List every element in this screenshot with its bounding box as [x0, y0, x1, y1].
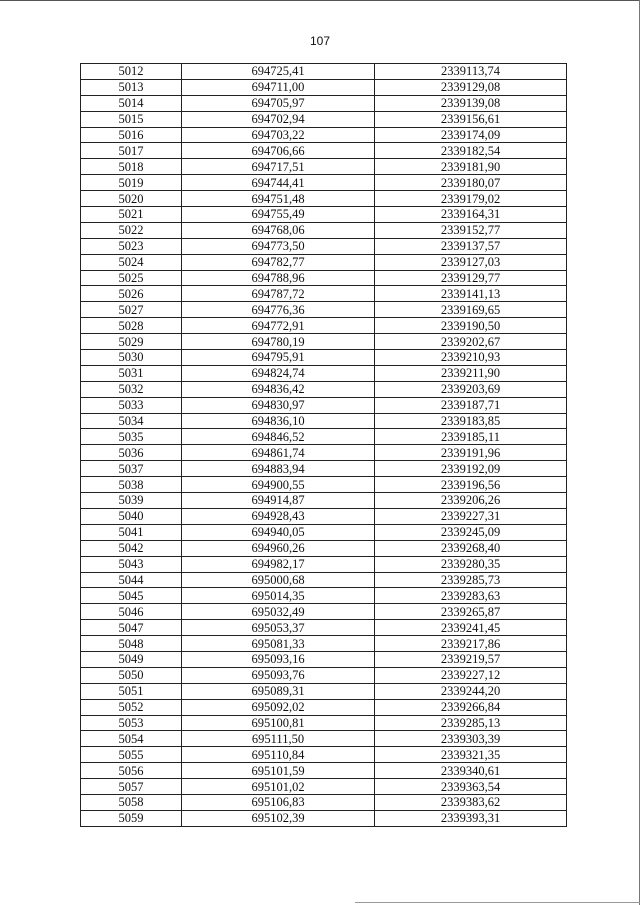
y-coordinate-cell: 2339285,13 — [375, 715, 567, 731]
table-row — [81, 524, 567, 540]
table-row — [81, 318, 567, 334]
y-coordinate-cell: 2339268,40 — [375, 540, 567, 556]
point-number-cell: 5052 — [81, 699, 182, 715]
point-number-cell: 5043 — [81, 556, 182, 572]
y-coordinate-cell: 2339217,86 — [375, 636, 567, 652]
x-coordinate-cell: 694795,91 — [182, 350, 375, 366]
y-coordinate-cell: 2339219,57 — [375, 651, 567, 667]
point-number-cell: 5013 — [81, 79, 182, 95]
y-coordinate-cell: 2339169,65 — [375, 302, 567, 318]
x-coordinate-cell: 694883,94 — [182, 461, 375, 477]
table-row — [81, 572, 567, 588]
table-row — [81, 683, 567, 699]
x-coordinate-cell: 695093,16 — [182, 651, 375, 667]
point-number-cell: 5021 — [81, 207, 182, 223]
table-row — [81, 365, 567, 381]
point-number-cell: 5028 — [81, 318, 182, 334]
table-row — [81, 779, 567, 795]
x-coordinate-cell: 695081,33 — [182, 636, 375, 652]
table-row — [81, 254, 567, 270]
y-coordinate-cell: 2339182,54 — [375, 143, 567, 159]
point-number-cell: 5035 — [81, 429, 182, 445]
x-coordinate-cell: 694846,52 — [182, 429, 375, 445]
x-coordinate-cell: 695032,49 — [182, 604, 375, 620]
table-row — [81, 604, 567, 620]
x-coordinate-cell: 694830,97 — [182, 397, 375, 413]
point-number-cell: 5041 — [81, 524, 182, 540]
x-coordinate-cell: 694751,48 — [182, 191, 375, 207]
y-coordinate-cell: 2339141,13 — [375, 286, 567, 302]
point-number-cell: 5022 — [81, 222, 182, 238]
table-row — [81, 810, 567, 826]
point-number-cell: 5015 — [81, 111, 182, 127]
point-number-cell: 5029 — [81, 334, 182, 350]
point-number-cell: 5034 — [81, 413, 182, 429]
y-coordinate-cell: 2339227,12 — [375, 667, 567, 683]
x-coordinate-cell: 694782,77 — [182, 254, 375, 270]
point-number-cell: 5046 — [81, 604, 182, 620]
y-coordinate-cell: 2339245,09 — [375, 524, 567, 540]
x-coordinate-cell: 694836,42 — [182, 381, 375, 397]
x-coordinate-cell: 694772,91 — [182, 318, 375, 334]
x-coordinate-cell: 695014,35 — [182, 588, 375, 604]
table-row — [81, 556, 567, 572]
y-coordinate-cell: 2339156,61 — [375, 111, 567, 127]
x-coordinate-cell: 694744,41 — [182, 175, 375, 191]
x-coordinate-cell: 694703,22 — [182, 127, 375, 143]
y-coordinate-cell: 2339393,31 — [375, 810, 567, 826]
x-coordinate-cell: 695110,84 — [182, 747, 375, 763]
point-number-cell: 5025 — [81, 270, 182, 286]
y-coordinate-cell: 2339187,71 — [375, 397, 567, 413]
x-coordinate-cell: 694780,19 — [182, 334, 375, 350]
point-number-cell: 5049 — [81, 651, 182, 667]
table-row — [81, 111, 567, 127]
y-coordinate-cell: 2339211,90 — [375, 365, 567, 381]
point-number-cell: 5056 — [81, 763, 182, 779]
point-number-cell: 5024 — [81, 254, 182, 270]
table-row — [81, 540, 567, 556]
y-coordinate-cell: 2339180,07 — [375, 175, 567, 191]
x-coordinate-cell: 694788,96 — [182, 270, 375, 286]
y-coordinate-cell: 2339285,73 — [375, 572, 567, 588]
y-coordinate-cell: 2339227,31 — [375, 508, 567, 524]
table-row — [81, 143, 567, 159]
table-row — [81, 397, 567, 413]
x-coordinate-cell: 695000,68 — [182, 572, 375, 588]
y-coordinate-cell: 2339129,77 — [375, 270, 567, 286]
x-coordinate-cell: 694836,10 — [182, 413, 375, 429]
table-row — [81, 715, 567, 731]
coordinates-table-body — [81, 64, 567, 827]
point-number-cell: 5018 — [81, 159, 182, 175]
y-coordinate-cell: 2339244,20 — [375, 683, 567, 699]
y-coordinate-cell: 2339183,85 — [375, 413, 567, 429]
y-coordinate-cell: 2339321,35 — [375, 747, 567, 763]
point-number-cell: 5019 — [81, 175, 182, 191]
point-number-cell: 5014 — [81, 95, 182, 111]
x-coordinate-cell: 694787,72 — [182, 286, 375, 302]
table-row — [81, 429, 567, 445]
point-number-cell: 5030 — [81, 350, 182, 366]
table-row — [81, 763, 567, 779]
point-number-cell: 5038 — [81, 477, 182, 493]
point-number-cell: 5057 — [81, 779, 182, 795]
table-row — [81, 286, 567, 302]
y-coordinate-cell: 2339190,50 — [375, 318, 567, 334]
x-coordinate-cell: 694773,50 — [182, 238, 375, 254]
table-row — [81, 79, 567, 95]
y-coordinate-cell: 2339191,96 — [375, 445, 567, 461]
table-row — [81, 270, 567, 286]
table-row — [81, 493, 567, 509]
point-number-cell: 5059 — [81, 810, 182, 826]
point-number-cell: 5047 — [81, 620, 182, 636]
point-number-cell: 5053 — [81, 715, 182, 731]
x-coordinate-cell: 695089,31 — [182, 683, 375, 699]
table-row — [81, 731, 567, 747]
x-coordinate-cell: 694928,43 — [182, 508, 375, 524]
point-number-cell: 5054 — [81, 731, 182, 747]
y-coordinate-cell: 2339164,31 — [375, 207, 567, 223]
table-row — [81, 620, 567, 636]
x-coordinate-cell: 694702,94 — [182, 111, 375, 127]
point-number-cell: 5040 — [81, 508, 182, 524]
y-coordinate-cell: 2339266,84 — [375, 699, 567, 715]
x-coordinate-cell: 694768,06 — [182, 222, 375, 238]
y-coordinate-cell: 2339127,03 — [375, 254, 567, 270]
table-row — [81, 445, 567, 461]
table-row — [81, 95, 567, 111]
x-coordinate-cell: 694982,17 — [182, 556, 375, 572]
point-number-cell: 5027 — [81, 302, 182, 318]
point-number-cell: 5051 — [81, 683, 182, 699]
point-number-cell: 5039 — [81, 493, 182, 509]
x-coordinate-cell: 694755,49 — [182, 207, 375, 223]
x-coordinate-cell: 695106,83 — [182, 794, 375, 810]
table-row — [81, 334, 567, 350]
x-coordinate-cell: 694705,97 — [182, 95, 375, 111]
point-number-cell: 5044 — [81, 572, 182, 588]
table-row — [81, 699, 567, 715]
x-coordinate-cell: 694776,36 — [182, 302, 375, 318]
table-row — [81, 175, 567, 191]
point-number-cell: 5012 — [81, 64, 182, 80]
x-coordinate-cell: 695101,02 — [182, 779, 375, 795]
table-row — [81, 191, 567, 207]
x-coordinate-cell: 694861,74 — [182, 445, 375, 461]
x-coordinate-cell: 695100,81 — [182, 715, 375, 731]
y-coordinate-cell: 2339206,26 — [375, 493, 567, 509]
x-coordinate-cell: 694914,87 — [182, 493, 375, 509]
point-number-cell: 5037 — [81, 461, 182, 477]
point-number-cell: 5023 — [81, 238, 182, 254]
x-coordinate-cell: 694824,74 — [182, 365, 375, 381]
x-coordinate-cell: 694711,00 — [182, 79, 375, 95]
y-coordinate-cell: 2339280,35 — [375, 556, 567, 572]
y-coordinate-cell: 2339181,90 — [375, 159, 567, 175]
table-row — [81, 636, 567, 652]
table-row — [81, 222, 567, 238]
table-row — [81, 127, 567, 143]
table-row — [81, 302, 567, 318]
y-coordinate-cell: 2339196,56 — [375, 477, 567, 493]
y-coordinate-cell: 2339303,39 — [375, 731, 567, 747]
page-number: 107 — [309, 34, 331, 48]
point-number-cell: 5032 — [81, 381, 182, 397]
table-row — [81, 64, 567, 80]
y-coordinate-cell: 2339210,93 — [375, 350, 567, 366]
point-number-cell: 5026 — [81, 286, 182, 302]
y-coordinate-cell: 2339265,87 — [375, 604, 567, 620]
point-number-cell: 5033 — [81, 397, 182, 413]
table-row — [81, 413, 567, 429]
point-number-cell: 5017 — [81, 143, 182, 159]
y-coordinate-cell: 2339192,09 — [375, 461, 567, 477]
y-coordinate-cell: 2339129,08 — [375, 79, 567, 95]
bottom-rule — [355, 902, 640, 903]
point-number-cell: 5016 — [81, 127, 182, 143]
table-row — [81, 508, 567, 524]
point-number-cell: 5031 — [81, 365, 182, 381]
y-coordinate-cell: 2339202,67 — [375, 334, 567, 350]
y-coordinate-cell: 2339139,08 — [375, 95, 567, 111]
y-coordinate-cell: 2339174,09 — [375, 127, 567, 143]
table-row — [81, 207, 567, 223]
y-coordinate-cell: 2339340,61 — [375, 763, 567, 779]
x-coordinate-cell: 695053,37 — [182, 620, 375, 636]
table-row — [81, 794, 567, 810]
x-coordinate-cell: 694900,55 — [182, 477, 375, 493]
y-coordinate-cell: 2339137,57 — [375, 238, 567, 254]
point-number-cell: 5050 — [81, 667, 182, 683]
x-coordinate-cell: 695092,02 — [182, 699, 375, 715]
point-number-cell: 5048 — [81, 636, 182, 652]
table-row — [81, 747, 567, 763]
y-coordinate-cell: 2339283,63 — [375, 588, 567, 604]
point-number-cell: 5045 — [81, 588, 182, 604]
point-number-cell: 5042 — [81, 540, 182, 556]
x-coordinate-cell: 694940,05 — [182, 524, 375, 540]
x-coordinate-cell: 694706,66 — [182, 143, 375, 159]
y-coordinate-cell: 2339113,74 — [375, 64, 567, 80]
point-number-cell: 5036 — [81, 445, 182, 461]
table-row — [81, 159, 567, 175]
y-coordinate-cell: 2339241,45 — [375, 620, 567, 636]
table-row — [81, 651, 567, 667]
y-coordinate-cell: 2339152,77 — [375, 222, 567, 238]
point-number-cell: 5058 — [81, 794, 182, 810]
y-coordinate-cell: 2339185,11 — [375, 429, 567, 445]
point-number-cell: 5055 — [81, 747, 182, 763]
table-row — [81, 588, 567, 604]
y-coordinate-cell: 2339179,02 — [375, 191, 567, 207]
x-coordinate-cell: 695093,76 — [182, 667, 375, 683]
table-row — [81, 238, 567, 254]
table-row — [81, 350, 567, 366]
x-coordinate-cell: 694960,26 — [182, 540, 375, 556]
coordinates-table — [80, 63, 567, 827]
x-coordinate-cell: 694725,41 — [182, 64, 375, 80]
table-row — [81, 461, 567, 477]
y-coordinate-cell: 2339383,62 — [375, 794, 567, 810]
y-coordinate-cell: 2339203,69 — [375, 381, 567, 397]
x-coordinate-cell: 694717,51 — [182, 159, 375, 175]
x-coordinate-cell: 695102,39 — [182, 810, 375, 826]
x-coordinate-cell: 695101,59 — [182, 763, 375, 779]
x-coordinate-cell: 695111,50 — [182, 731, 375, 747]
y-coordinate-cell: 2339363,54 — [375, 779, 567, 795]
page-top-border — [0, 0, 640, 1]
table-row — [81, 667, 567, 683]
table-row — [81, 381, 567, 397]
table-row — [81, 477, 567, 493]
point-number-cell: 5020 — [81, 191, 182, 207]
